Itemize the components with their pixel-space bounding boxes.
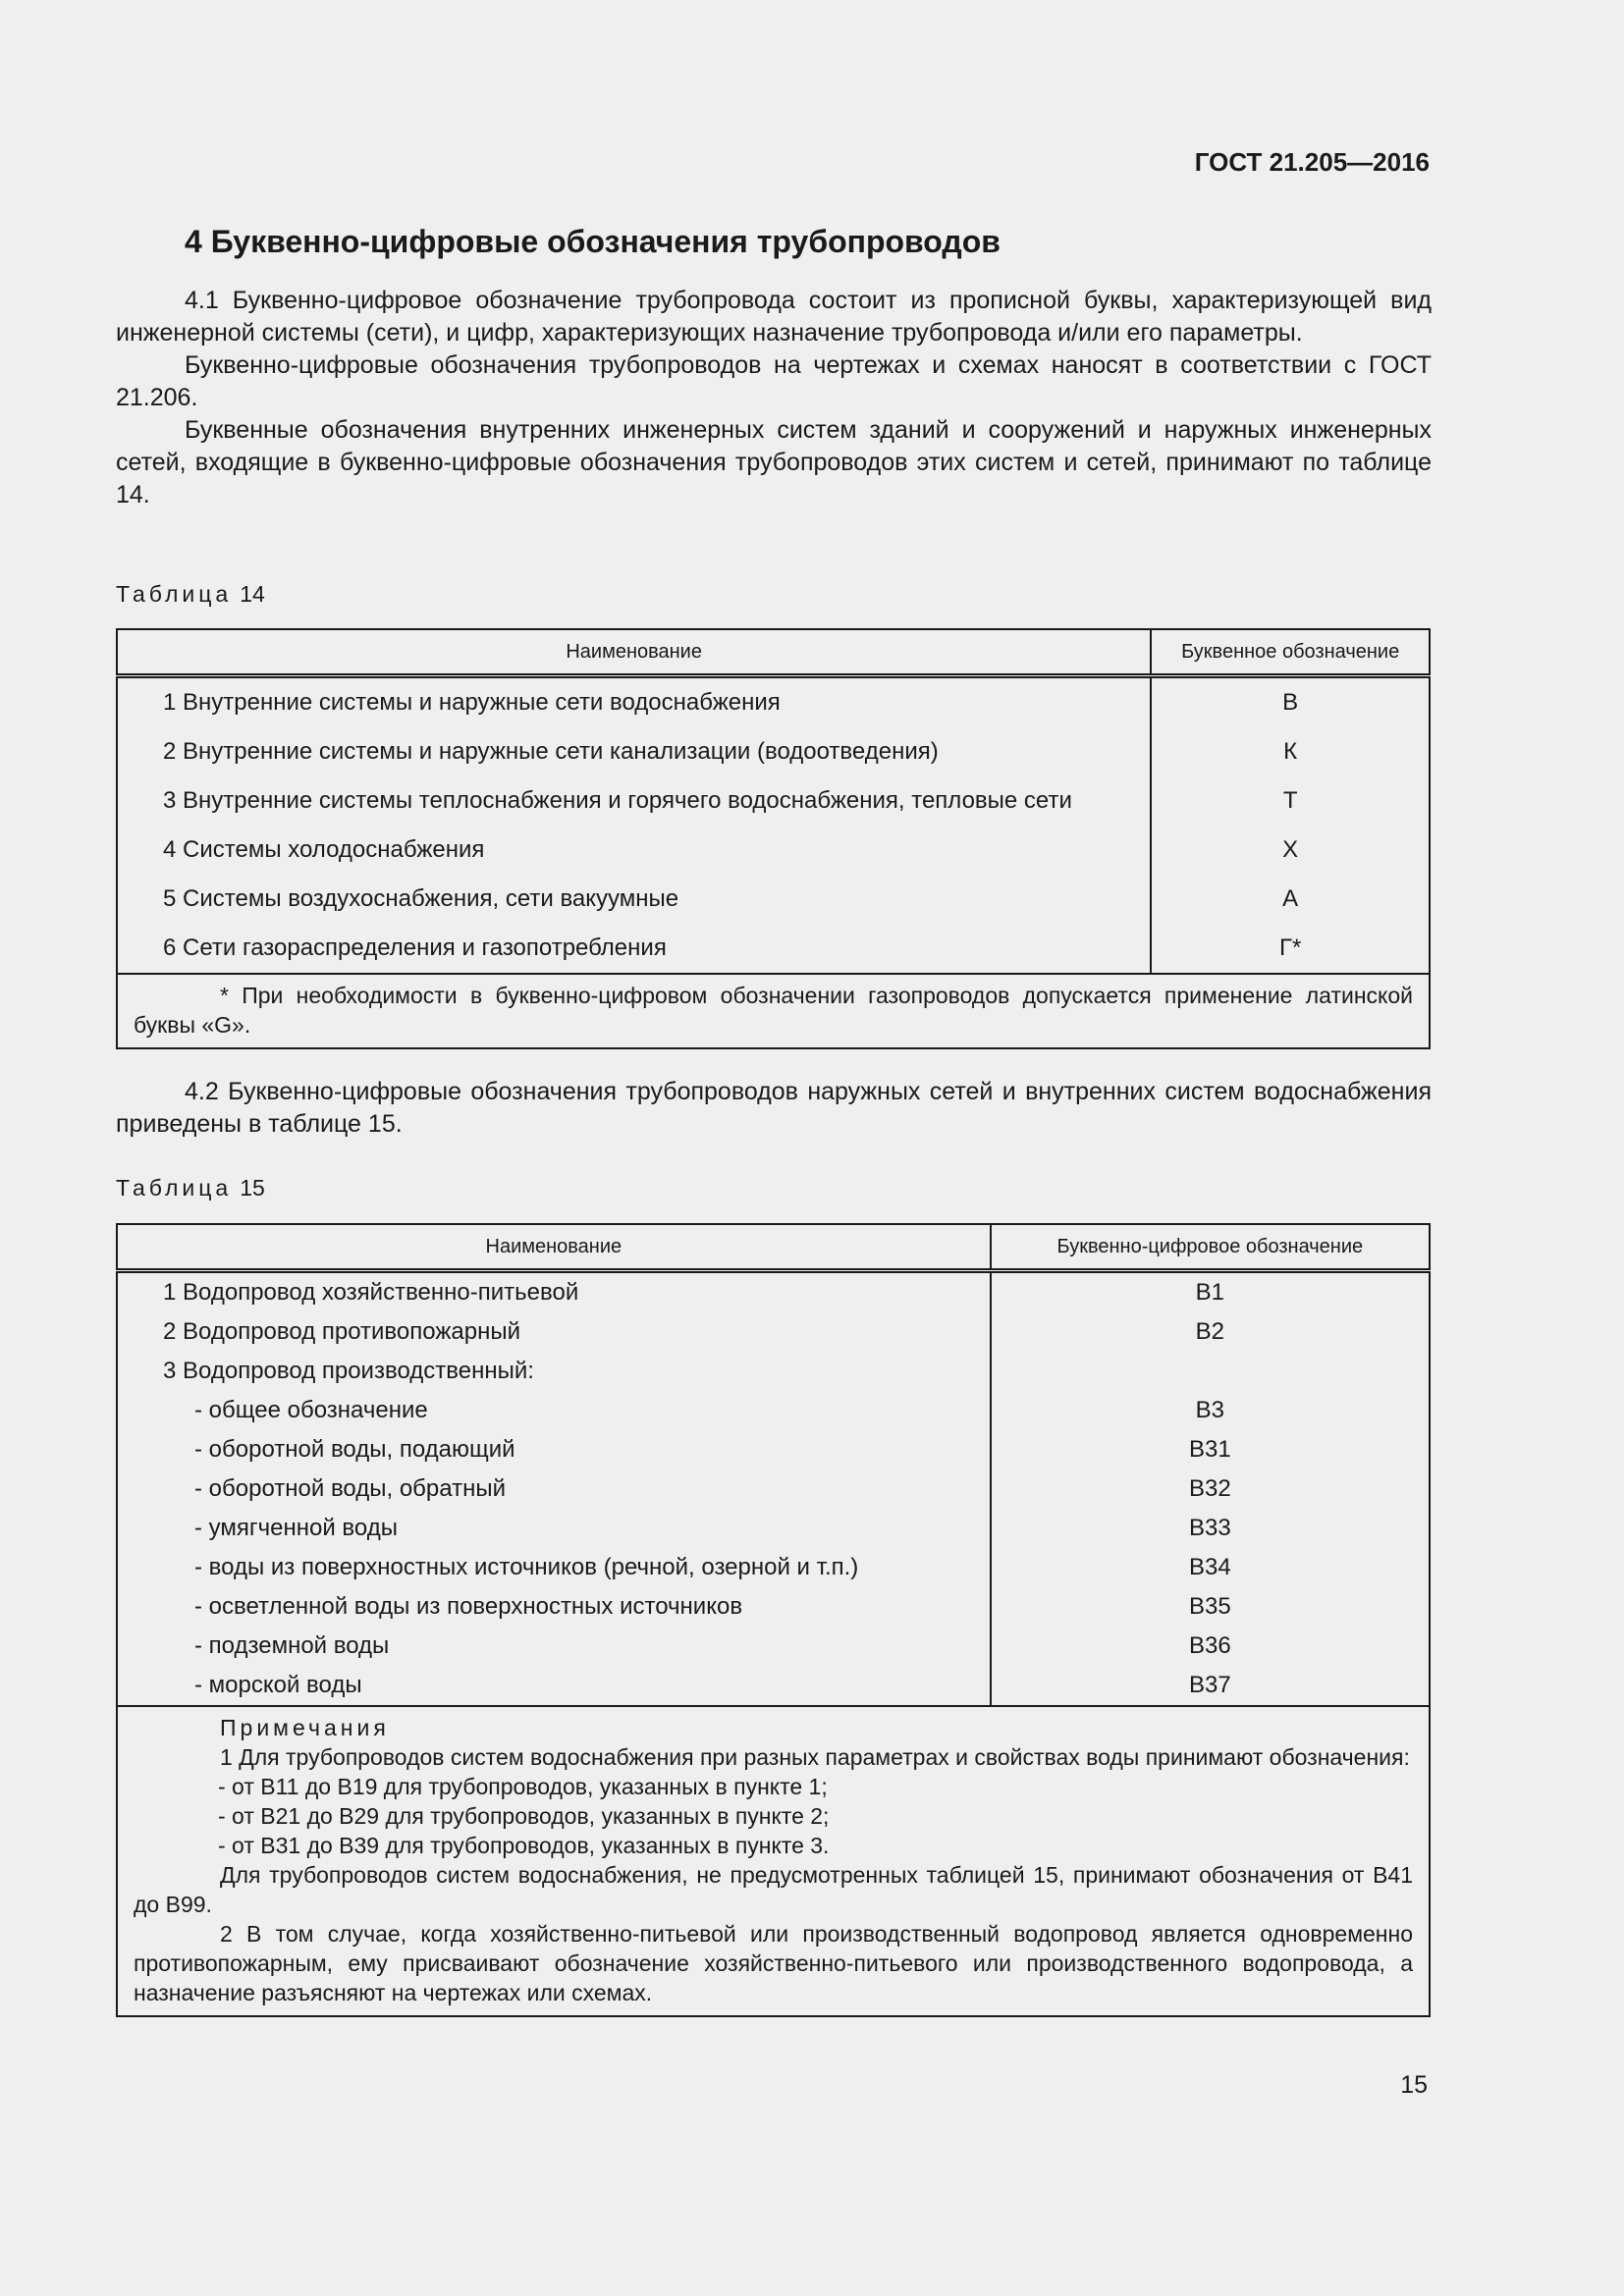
intro-text bbox=[116, 285, 1432, 511]
row-code: В31 bbox=[991, 1430, 1430, 1469]
page-number: 15 bbox=[1400, 2071, 1428, 2099]
table15-notes-row bbox=[117, 1706, 1430, 2016]
note-1-range-2: - от В21 до В29 для трубопроводов, указанных в пункте 2; bbox=[218, 1803, 830, 1829]
note-1: 1 Для трубопроводов систем водоснабжения при разных параметрах и свойствах воды принимают обозначения: bbox=[220, 1744, 1410, 1770]
row-code: В3 bbox=[991, 1391, 1430, 1430]
paragraph-table14-ref: Буквенные обозначения внутренних инженерных систем зданий и сооружений и наружных инженерных сетей, входящие в буквенно-цифровые обозначения трубопроводов этих систем и сетей, принимают по таблице 14. bbox=[116, 416, 1432, 508]
row-name: 3 Водопровод производственный: bbox=[117, 1352, 991, 1391]
row-name: 4 Системы холодоснабжения bbox=[117, 826, 1151, 875]
row-code: В32 bbox=[991, 1469, 1430, 1509]
row-code: А bbox=[1151, 875, 1430, 924]
row-code: В36 bbox=[991, 1627, 1430, 1666]
document-id: ГОСТ 21.205—2016 bbox=[1194, 147, 1430, 177]
table-row bbox=[117, 1312, 1430, 1352]
table15-caption bbox=[116, 1175, 265, 1201]
notes-title: Примечания bbox=[220, 1715, 390, 1740]
table-15 bbox=[116, 1223, 1431, 2017]
table14-footnote bbox=[117, 974, 1430, 1048]
table15-header-name: Наименование bbox=[117, 1224, 991, 1271]
table-row bbox=[117, 676, 1430, 728]
row-name: - подземной воды bbox=[117, 1627, 991, 1666]
row-name: - морской воды bbox=[117, 1666, 991, 1706]
table-row bbox=[117, 875, 1430, 924]
row-name: 1 Водопровод хозяйственно-питьевой bbox=[117, 1271, 991, 1313]
row-name: - общее обозначение bbox=[117, 1391, 991, 1430]
table14-header-name: Наименование bbox=[117, 629, 1151, 676]
row-name: - умягченной воды bbox=[117, 1509, 991, 1548]
row-name: - воды из поверхностных источников (речной, озерной и т.п.) bbox=[117, 1548, 991, 1587]
table14-number: 14 bbox=[240, 581, 265, 607]
table15-notes bbox=[117, 1706, 1430, 2016]
table-row bbox=[117, 1271, 1430, 1313]
table14-caption bbox=[116, 581, 265, 608]
table-row bbox=[117, 1391, 1430, 1430]
table-row bbox=[117, 1666, 1430, 1706]
row-code: Т bbox=[1151, 776, 1430, 826]
table14-caption-label: Таблица bbox=[116, 581, 233, 607]
table-row bbox=[117, 776, 1430, 826]
table-row bbox=[117, 727, 1430, 776]
paragraph-4-1: 4.1 Буквенно-цифровое обозначение трубопровода состоит из прописной буквы, характеризующей вид инженерной системы (сети), и цифр, характеризующих назначение трубопровода и/или его параметры. bbox=[116, 287, 1432, 347]
row-name: 2 Водопровод противопожарный bbox=[117, 1312, 991, 1352]
row-name: 6 Сети газораспределения и газопотребления bbox=[117, 924, 1151, 974]
table-row bbox=[117, 1430, 1430, 1469]
row-code: К bbox=[1151, 727, 1430, 776]
paragraph-gost-ref: Буквенно-цифровые обозначения трубопроводов на чертежах и схемах наносят в соответствии с ГОСТ 21.206. bbox=[116, 351, 1432, 411]
table-row bbox=[117, 1548, 1430, 1587]
paragraph-4-2: 4.2 Буквенно-цифровые обозначения трубопроводов наружных сетей и внутренних систем водоснабжения приведены в таблице 15. bbox=[116, 1078, 1432, 1138]
table-row bbox=[117, 924, 1430, 974]
row-name: - оборотной воды, подающий bbox=[117, 1430, 991, 1469]
footnote-text: * При необходимости в буквенно-цифровом обозначении газопроводов допускается применение латинской буквы «G». bbox=[134, 983, 1413, 1038]
row-code: Х bbox=[1151, 826, 1430, 875]
table-row bbox=[117, 1352, 1430, 1391]
row-code: Г* bbox=[1151, 924, 1430, 974]
row-code bbox=[991, 1352, 1430, 1391]
note-2: 2 В том случае, когда хозяйственно-питьевой или производственный водопровод является одновременно противопожарным, ему присваивают обозначение хозяйственно-питьевого или производственного водопровода, а назначение разъясняют на чертежах или схемах. bbox=[134, 1921, 1413, 2005]
note-1-other: Для трубопроводов систем водоснабжения, не предусмотренных таблицей 15, принимают обозначения от В41 до В99. bbox=[134, 1862, 1413, 1917]
row-name: - оборотной воды, обратный bbox=[117, 1469, 991, 1509]
row-name: 5 Системы воздухоснабжения, сети вакуумные bbox=[117, 875, 1151, 924]
row-code: В34 bbox=[991, 1548, 1430, 1587]
row-code: В33 bbox=[991, 1509, 1430, 1548]
table-row bbox=[117, 826, 1430, 875]
table15-caption-label: Таблица bbox=[116, 1175, 233, 1201]
row-code: В37 bbox=[991, 1666, 1430, 1706]
row-code: В2 bbox=[991, 1312, 1430, 1352]
section-heading: 4 Буквенно-цифровые обозначения трубопроводов bbox=[185, 224, 1001, 259]
row-name: 2 Внутренние системы и наружные сети канализации (водоотведения) bbox=[117, 727, 1151, 776]
table-14 bbox=[116, 628, 1431, 1049]
table-row bbox=[117, 1469, 1430, 1509]
table-row bbox=[117, 1587, 1430, 1627]
row-name: 1 Внутренние системы и наружные сети водоснабжения bbox=[117, 676, 1151, 728]
table15-number: 15 bbox=[240, 1175, 265, 1201]
table15-intro bbox=[116, 1076, 1432, 1141]
row-code: В35 bbox=[991, 1587, 1430, 1627]
table14-footnote-row bbox=[117, 974, 1430, 1048]
table14-header-code: Буквенное обозначение bbox=[1151, 629, 1430, 676]
row-name: - осветленной воды из поверхностных источников bbox=[117, 1587, 991, 1627]
row-name: 3 Внутренние системы теплоснабжения и горячего водоснабжения, тепловые сети bbox=[117, 776, 1151, 826]
table-row bbox=[117, 1509, 1430, 1548]
note-1-range-3: - от В31 до В39 для трубопроводов, указанных в пункте 3. bbox=[218, 1833, 830, 1858]
row-code: В1 bbox=[991, 1271, 1430, 1313]
table-row bbox=[117, 1627, 1430, 1666]
table15-header-code: Буквенно-цифровое обозначение bbox=[991, 1224, 1430, 1271]
note-1-range-1: - от В11 до В19 для трубопроводов, указанных в пункте 1; bbox=[218, 1774, 828, 1799]
row-code: В bbox=[1151, 676, 1430, 728]
